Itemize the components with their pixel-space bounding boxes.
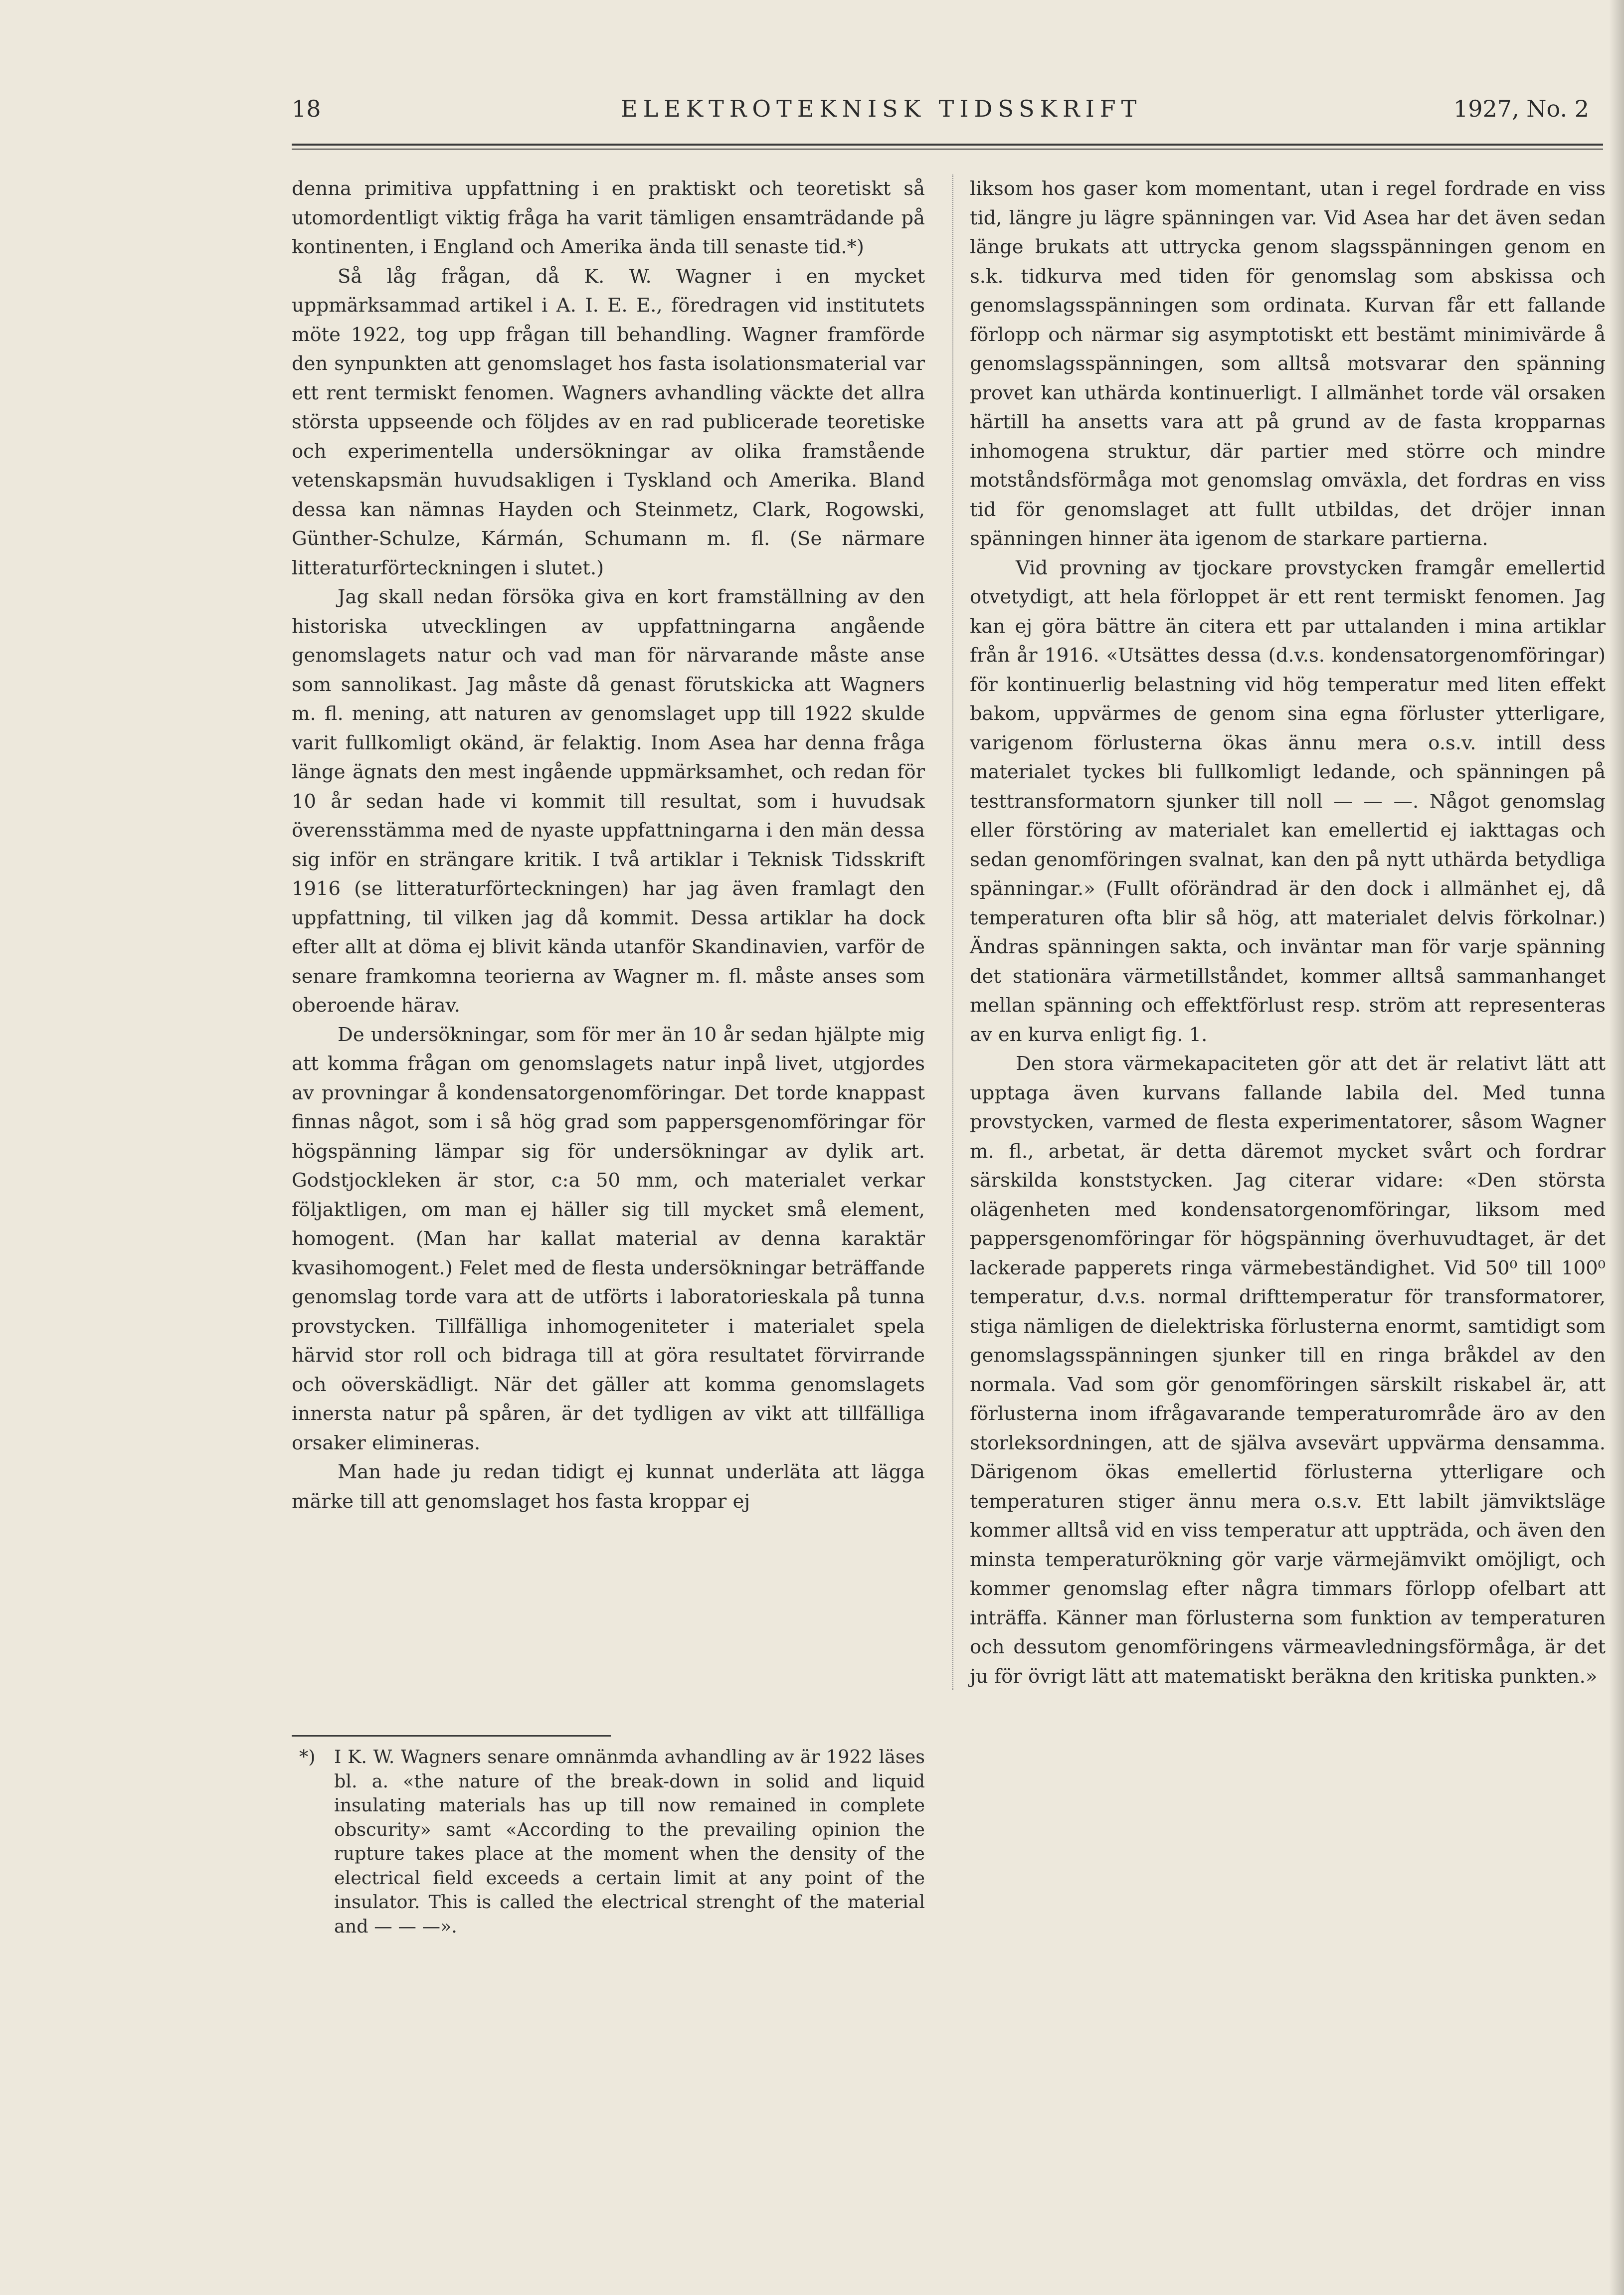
issue-number: 1927, No. 2 [1453,95,1589,122]
footnote-rule [292,1735,611,1737]
footnote [292,1745,925,1939]
paragraph: Jag skall nedan försöka giva en kort framställning av den historiska utvecklingen av uppfattningarna angående genomslagets natur och vad man för närvarande måste anse som sannolikast. Jag måste då genast förutskicka att Wagners m. fl. mening, att naturen av genomslaget upp till 1922 skulde varit fullkomligt okänd, är felaktig. Inom Asea har denna fråga länge ägnats den mest ingående uppmärksamhet, och redan för 10 år sedan hade vi kommit till resultat, som i huvudsak överensstämma med de nyaste uppfattningarna i den män dessa sig inför en strängare kritik. I två artiklar i Teknisk Tidsskrift 1916 (se litteraturförteckningen) har jag även framlagt den uppfattning, til vilken jag då kommit. Dessa artiklar ha dock efter allt at döma ej blivit kända utanför Skandinavien, varför de senare framkomna teorierna av Wagner m. fl. måste anses som oberoende härav. [292,586,925,1017]
footnote-marker: *) [299,1746,316,1767]
left-column [292,175,925,1516]
journal-title: ELEKTROTEKNISK TIDSSKRIFT [621,95,1142,122]
paragraph: Den stora värmekapaciteten gör att det är relativt lätt att upptaga även kurvans fallande labila del. Med tunna provstycken, varmed de flesta experimentatorer, såsom Wagner m. fl., arbetat, är detta däremot mycket svårt och fordrar särskilda konststycken. Jag citerar vidare: «Den största olägenheten med kondensatorgenomföringar, liksom med pappersgenomföringar för högspänning överhuvudtaget, är det lackerade papperets ringa värmebeständighet. Vid 50⁰ till 100⁰ temperatur, d.v.s. normal drifttemperatur för transformatorer, stiga nämligen de dielektriska förlusterna enormt, samtidigt som genomslagsspänningen sjunker till en ringa bråkdel av den normala. Vad som gör genomföringen särskilt riskabel är, att förlusterna inom ifrågavarande temperaturområde äro av den storleksordningen, att de själva avsevärt uppvärma densamma. Därigenom ökas emellertid förlusterna ytterligare och temperaturen stiger ännu mera o.s.v. Ett labilt jämviktsläge kommer alltså vid en viss temperatur att uppträda, och även den minsta temperaturökning gör varje värmejämvikt omöjligt, och kommer genomslag efter några timmars förlopp ofelbart att inträffa. Känner man förlusterna som funktion av temperaturen och dessutom genomföringens värmeavledningsförmåga, är det ju för övrigt lätt att matematiskt beräkna den kritiska punkten.» [970,1053,1606,1688]
header-rule-thin [292,149,1603,150]
footnote-text: I K. W. Wagners senare omnänmda avhandling av är 1922 läses bl. a. «the nature of the break-down in solid and liquid insulating materials has up till now remained in complete obscurity» samt «According to the prevailing opinion the rupture takes place at the moment when the density of the electrical field exceeds a certain limit at any point of the insulator. This is called the electrical strenght of the material and — — —». [334,1746,925,1937]
column-divider [952,175,953,1690]
page-number: 18 [292,95,321,122]
right-column [970,175,1606,1691]
paragraph: denna primitiva uppfattning i en praktiskt och teoretiskt så utomordentligt viktig fråga ha varit tämligen ensamträdande på kontinenten, i England och Amerika ända till senaste tid.*) [292,177,925,258]
page-edge-shadow [1609,0,1624,2295]
paragraph: De undersökningar, som för mer än 10 år sedan hjälpte mig att komma frågan om genomslagets natur inpå livet, utgjordes av provningar å kondensatorgenomföringar. Det torde knappast finnas något, som i så hög grad som pappersgenomföringar för högspänning lämpar sig för undersökningar av dylik art. Godstjockleken är stor, c:a 50 mm, och materialet verkar följaktligen, om man ej häller sig till mycket små element, homogent. (Man har kallat material av denna karaktär kvasihomogent.) Felet med de flesta undersökningar beträffande genomslag torde vara att de utförts i laboratorieskala på tunna provstycken. Tillfälliga inhomogeniteter i materialet spela härvid stor roll och bidraga till at göra resultatet förvirrande och oöverskädligt. När det gäller att komma genomslagets innersta natur på spåren, är det tydligen av vikt att tillfälliga orsaker elimineras. [292,1023,925,1454]
paragraph: Man hade ju redan tidigt ej kunnat underläta att lägga märke till att genomslaget hos fasta kroppar ej [292,1461,925,1513]
paragraph: Så låg frågan, då K. W. Wagner i en mycket uppmärksammad artikel i A. I. E. E., föredragen vid institutets möte 1922, tog upp frågan till behandling. Wagner framförde den synpunkten att genomslaget hos fasta isolationsmaterial var ett rent termiskt fenomen. Wagners avhandling väckte det allra största uppseende och följdes av en rad publicerade teoretiske och experimentella undersökningar av olika framstående vetenskapsmän huvudsakligen i Tyskland och Amerika. Bland dessa kan nämnas Hayden och Steinmetz, Clark, Rogowski, Günther-Schulze, Kármán, Schumann m. fl. (Se närmare litteraturförteckningen i slutet.) [292,265,925,579]
header-rule [292,144,1603,146]
paragraph: Vid provning av tjockare provstycken framgår emellertid otvetydigt, att hela förloppet är ett rent termiskt fenomen. Jag kan ej göra bättre än citera ett par uttalanden i mina artiklar från år 1916. «Utsättes dessa (d.v.s. kondensatorgenomföringar) för kontinuerlig belastning vid hög temperatur med liten effekt bakom, uppvärmes de genom sina egna förluster ytterligare, varigenom förlusterna ökas ännu mera o.s.v. intill dess materialet tyckes bli fullkomligt ledande, och spänningen på testtransformatorn sjunker till noll — — —. Något genomslag eller förstöring av materialet kan emellertid ej iakttagas och sedan genomföringen svalnat, kan den på nytt uthärda betydliga spänningar.» (Fullt oförändrad är den dock i allmänhet ej, då temperaturen ofta blir så hög, att materialet delvis förkolnar.) Ändras spänningen sakta, och inväntar man för varje spänning det stationära värmetillståndet, kommer alltså sammanhanget mellan spänning och effektförlust resp. ström att representeras av en kurva enligt fig. 1. [970,556,1606,1046]
paragraph: liksom hos gaser kom momentant, utan i regel fordrade en viss tid, längre ju lägre spänningen var. Vid Asea har det även sedan länge brukats att uttrycka genom slagsspänningen genom en s.k. tidkurva med tiden för genomslag som abskissa och genomslagsspänningen som ordinata. Kurvan får ett fallande förlopp och närmar sig asymptotiskt ett bestämt minimivärde å genomslagsspänningen, som alltså motsvarar den spänning provet kan uthärda kontinuerligt. I allmänhet torde väl orsaken härtill ha ansetts vara att på grund av de fasta kropparnas inhomogena struktur, där partier med större och mindre motståndsförmåga mot genomslag omväxla, det fordras en viss tid för genomslaget att fullt utbildas, det dröjer innan spänningen hinner äta igenom de starkare partierna. [970,177,1606,550]
